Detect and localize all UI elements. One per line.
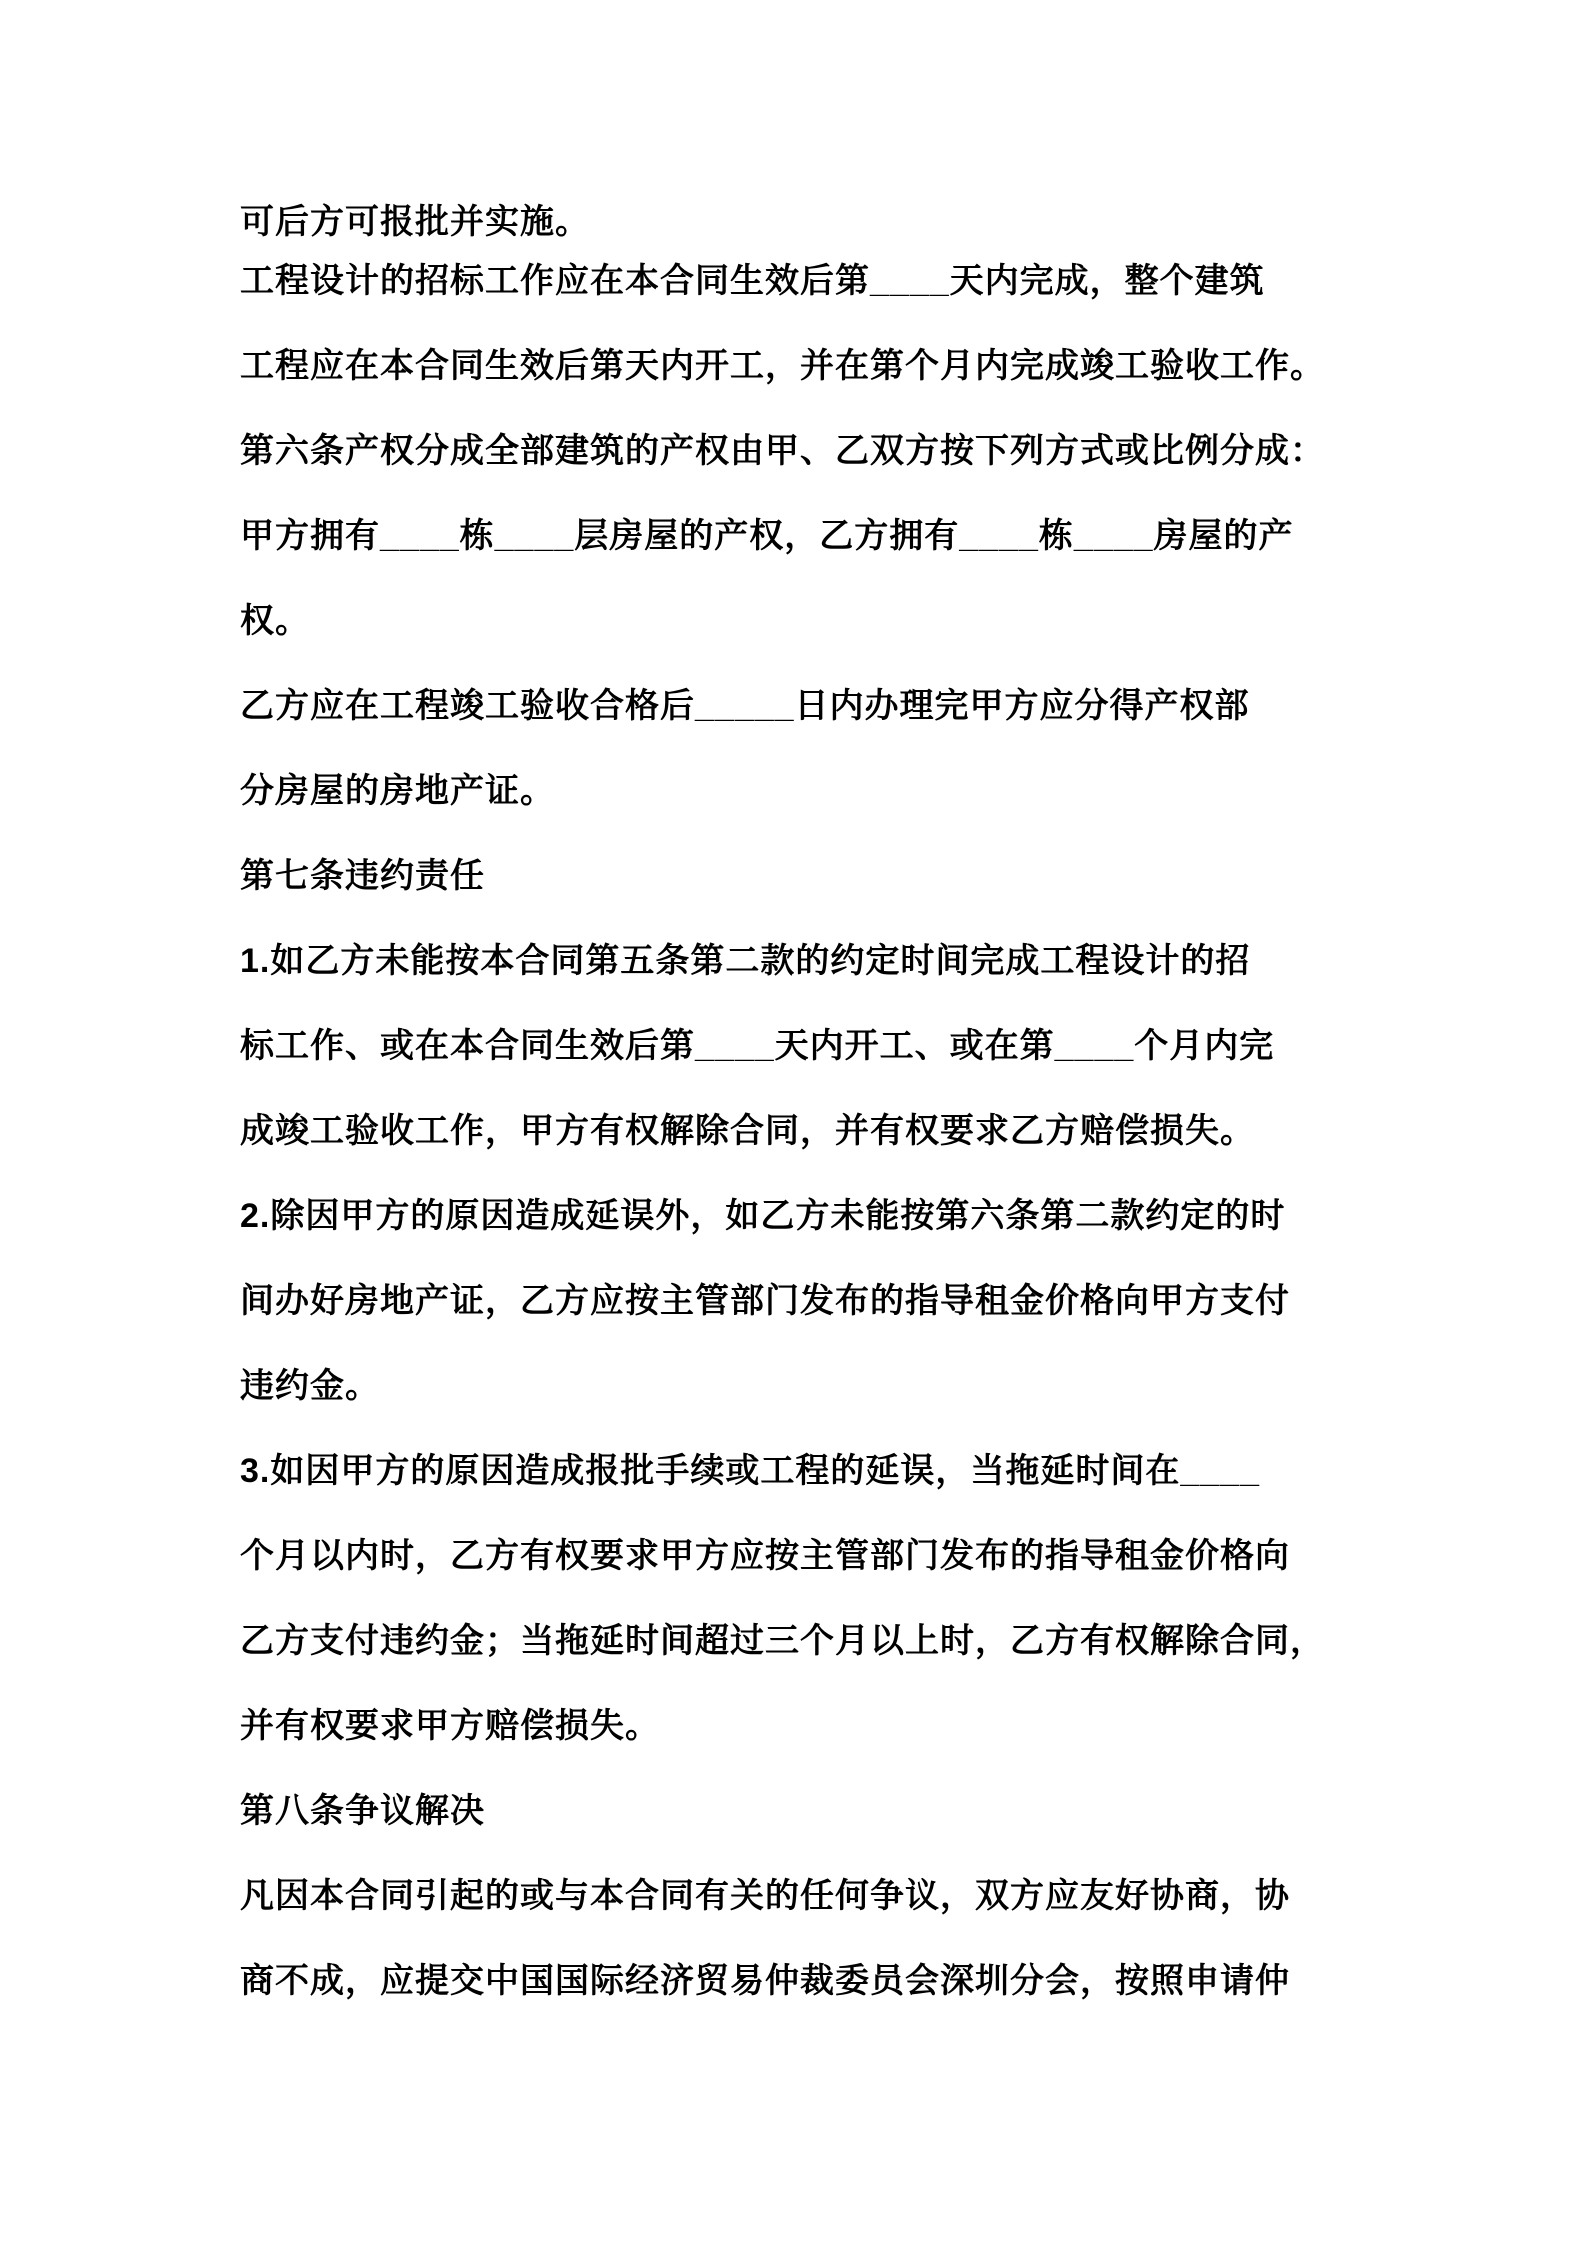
document-line: 个月以内时，乙方有权要求甲方应按主管部门发布的指导租金价格向 [240, 1537, 1290, 1575]
clause-8-heading: 第八条争议解决 [240, 1792, 485, 1830]
document-line: 乙方应在工程竣工验收合格后_____日内办理完甲方应分得产权部 [240, 687, 1250, 725]
document-line: 可后方可报批并实施。 [240, 203, 590, 241]
document-line: 凡因本合同引起的或与本合同有关的任何争议，双方应友好协商，协 [240, 1877, 1290, 1915]
document-line: 工程应在本合同生效后第天内开工，并在第个月内完成竣工验收工作。 [240, 347, 1325, 385]
clause-6-heading-line: 第六条产权分成全部建筑的产权由甲、乙双方按下列方式或比例分成： [240, 432, 1325, 470]
document-line: 乙方支付违约金；当拖延时间超过三个月以上时，乙方有权解除合同， [240, 1622, 1325, 1660]
clause-7-heading: 第七条违约责任 [240, 857, 485, 895]
document-line: 甲方拥有____栋____层房屋的产权，乙方拥有____栋____房屋的产 [240, 517, 1294, 555]
document-line: 成竣工验收工作，甲方有权解除合同，并有权要求乙方赔偿损失。 [240, 1112, 1255, 1150]
document-line: 3.如因甲方的原因造成报批手续或工程的延误，当拖延时间在____ [240, 1452, 1260, 1490]
document-line: 1.如乙方未能按本合同第五条第二款的约定时间完成工程设计的招 [240, 942, 1251, 980]
document-line: 标工作、或在本合同生效后第____天内开工、或在第____个月内完 [240, 1027, 1275, 1065]
document-line: 商不成，应提交中国国际经济贸易仲裁委员会深圳分会，按照申请仲 [240, 1962, 1290, 2000]
document-line: 权。 [240, 602, 310, 640]
document-line: 工程设计的招标工作应在本合同生效后第____天内完成，整个建筑 [240, 262, 1265, 300]
document-line: 违约金。 [240, 1367, 380, 1405]
document-line: 分房屋的房地产证。 [240, 772, 555, 810]
document-line: 并有权要求甲方赔偿损失。 [240, 1707, 660, 1745]
document-line: 间办好房地产证，乙方应按主管部门发布的指导租金价格向甲方支付 [240, 1282, 1290, 1320]
document-line: 2.除因甲方的原因造成延误外，如乙方未能按第六条第二款约定的时 [240, 1197, 1286, 1235]
